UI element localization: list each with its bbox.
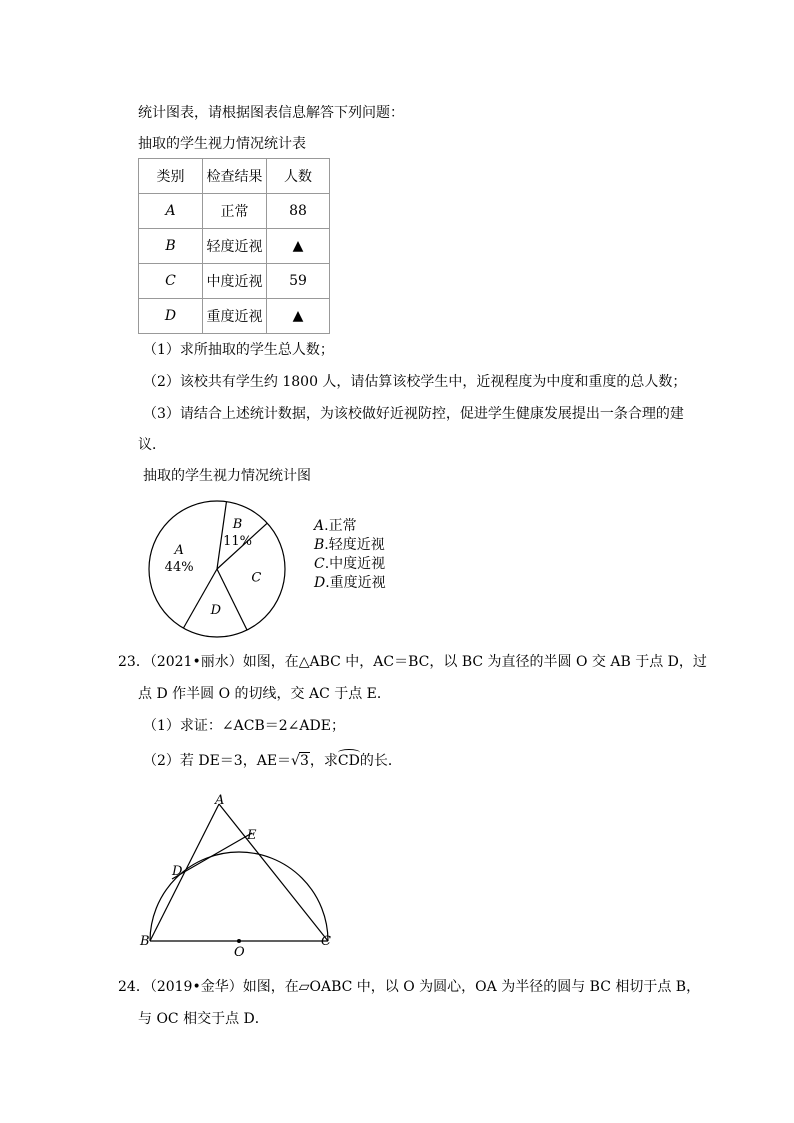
- arc-cd: CD: [337, 753, 360, 769]
- q23-line2: 点 D 作半圆 O 的切线，交 AC 于点 E．: [138, 686, 391, 702]
- header-count: 人数: [267, 159, 330, 194]
- intro-line: 统计图表，请根据图表信息解答下列问题：: [138, 105, 404, 121]
- q23-part2: [143, 752, 402, 770]
- pie-slice-edge-a: [183, 569, 217, 628]
- pie-label-d: D: [210, 602, 222, 618]
- cell-count: 88: [267, 194, 330, 229]
- legend-letter: A: [314, 518, 325, 534]
- q22-part1: （1）求所抽取的学生总人数；: [143, 342, 334, 358]
- pie-slice-edge-d: [217, 569, 247, 630]
- header-result: 检查结果: [203, 159, 267, 194]
- cell-category: C: [139, 264, 203, 299]
- header-category: 类别: [139, 159, 203, 194]
- legend-item-d: [314, 574, 386, 593]
- table-title: 抽取的学生视力情况统计表: [138, 136, 306, 152]
- q23-source: （2021•丽水）: [149, 654, 243, 670]
- q22-part3: （3）请结合上述统计数据，为该校做好近视防控，促进学生健康发展提出一条合理的建: [143, 406, 684, 422]
- q22-part2: （2）该校共有学生约 1800 人，请估算该校学生中，近视程度为中度和重度的总人数；: [143, 374, 687, 390]
- legend-letter: D: [314, 575, 326, 591]
- table-row: [139, 194, 330, 229]
- q24-line1: [118, 978, 700, 996]
- cell-result: 重度近视: [203, 299, 267, 334]
- q23-part2-mid: ，求: [309, 753, 338, 769]
- q23-part1: （1）求证：∠ACB＝2∠ADE；: [143, 718, 345, 734]
- legend-letter: C: [314, 556, 325, 572]
- q23-stem: 如图，在△ABC 中，AC＝BC，以 BC 为直径的半圆 O 交 AB 于点 D，过: [242, 654, 707, 670]
- legend-item-c: [314, 555, 386, 574]
- q23-number: 23．: [118, 654, 150, 670]
- q23-part2-suffix: 的长．: [359, 753, 402, 769]
- cell-result: 轻度近视: [203, 229, 267, 264]
- triangle-semicircle-figure: [130, 790, 340, 960]
- cell-result: 正常: [203, 194, 267, 229]
- q23-part2-prefix: （2）若 DE＝3，AE＝: [143, 753, 292, 769]
- chart-legend: [314, 517, 386, 593]
- label-b: B: [140, 934, 150, 949]
- cell-category: A: [139, 194, 203, 229]
- table-row: [139, 229, 330, 264]
- chart-title: 抽取的学生视力情况统计图: [143, 468, 311, 484]
- pie-percent-a: 44%: [164, 560, 194, 576]
- table-row: [139, 299, 330, 334]
- legend-text: .正常: [324, 518, 357, 534]
- cell-result: 中度近视: [203, 264, 267, 299]
- q24-number: 24．: [118, 979, 150, 995]
- pie-label-a: A: [174, 543, 184, 559]
- tangent-de: [172, 833, 252, 879]
- sqrt-radicand: 3: [299, 753, 309, 769]
- q24-source: （2019•金华）: [149, 979, 243, 995]
- q24-stem: 如图，在▱OABC 中，以 O 为圆心，OA 为半径的圆与 BC 相切于点 B，: [242, 979, 701, 995]
- q22-part3-cont: 议．: [138, 437, 166, 453]
- legend-text: .轻度近视: [324, 537, 385, 553]
- pie-label-c: C: [251, 570, 262, 586]
- legend-text: .中度近视: [324, 556, 386, 572]
- q23-line1: [118, 653, 707, 671]
- label-c: C: [321, 934, 331, 949]
- center-point-o: [237, 939, 241, 943]
- legend-text: .重度近视: [325, 575, 386, 591]
- table-row: [139, 264, 330, 299]
- stat-table: [138, 158, 330, 334]
- cell-count: ▲: [267, 229, 330, 264]
- label-a: A: [215, 793, 225, 808]
- label-d: D: [172, 864, 183, 879]
- cell-category: D: [139, 299, 203, 334]
- sqrt-sign: √: [291, 753, 300, 769]
- cell-category: B: [139, 229, 203, 264]
- q24-line2: 与 OC 相交于点 D．: [138, 1011, 269, 1027]
- table-header-row: [139, 159, 330, 194]
- segment-ac: [219, 804, 328, 941]
- pie-chart: [140, 496, 300, 642]
- cell-count: 59: [267, 264, 330, 299]
- pie-percent-b: 11%: [223, 534, 252, 550]
- label-o: O: [234, 945, 245, 960]
- legend-item-b: [314, 536, 386, 555]
- label-e: E: [247, 828, 257, 843]
- pie-label-b: B: [232, 517, 243, 533]
- cell-count: ▲: [267, 299, 330, 334]
- legend-item-a: [314, 517, 386, 536]
- legend-letter: B: [314, 537, 325, 553]
